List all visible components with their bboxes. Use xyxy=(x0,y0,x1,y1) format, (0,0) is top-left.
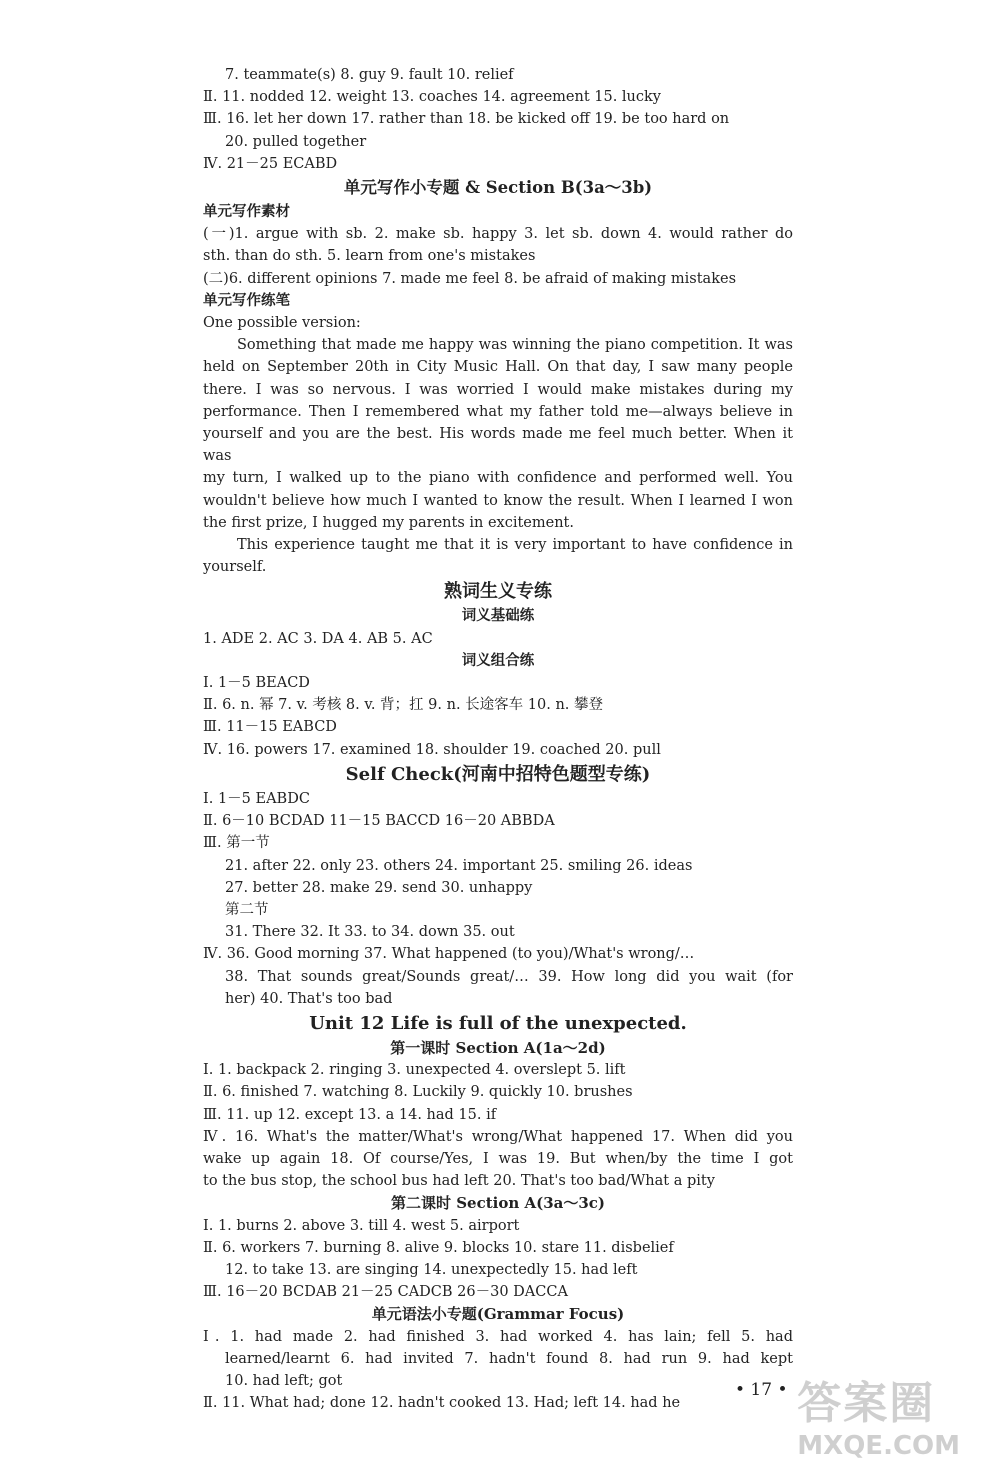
answer-line: held on September 20th in City Music Hall. On that day, I saw many people xyxy=(203,359,793,376)
answer-line: learned/learnt 6. had invited 7. hadn't found 8. had run 9. had kept xyxy=(225,1350,793,1367)
section-heading: Unit 12 Life is full of the unexpected. xyxy=(309,1012,687,1034)
answer-line: performance. Then I remembered what my father told me—always believe in xyxy=(203,403,793,420)
answer-line: yourself. xyxy=(203,559,267,576)
answer-line: Ⅰ. 1－5 BEACD xyxy=(203,675,310,692)
answer-line: Ⅰ. 1. backpack 2. ringing 3. unexpected 4. overslept 5. lift xyxy=(203,1062,626,1079)
answer-line: 12. to take 13. are singing 14. unexpectedly 15. had left xyxy=(225,1261,638,1278)
answer-line: Ⅱ. 6－10 BCDAD 11－15 BACCD 16－20 ABBDA xyxy=(203,813,555,830)
answer-line: 10. had left; got xyxy=(225,1372,343,1389)
answer-line: sth. than do sth. 5. learn from one's mistakes xyxy=(203,248,536,265)
section-heading: 词义基础练 xyxy=(461,607,535,625)
answer-line: 27. better 28. make 29. send 30. unhappy xyxy=(225,879,533,896)
section-heading: 单元语法小专题(Grammar Focus) xyxy=(371,1305,625,1324)
section-heading: 单元写作小专题 & Section B(3a～3b) xyxy=(343,178,653,198)
watermark-url: MXQE.COM xyxy=(797,1431,960,1461)
answer-line: my turn, I walked up to the piano with confidence and performed well. You xyxy=(203,470,793,487)
answer-line: Ⅲ. 第一节 xyxy=(203,835,270,852)
answer-line: Ⅲ. 11－15 EABCD xyxy=(203,719,337,736)
answer-line: Ⅱ. 6. n. 幂 7. v. 考核 8. v. 背；扛 9. n. 长途客车 10. n. 攀登 xyxy=(203,697,604,714)
answer-line: her) 40. That's too bad xyxy=(225,990,393,1007)
answer-line: wake up again 18. Of course/Yes, I was 19. But when/by the time I got xyxy=(203,1150,793,1167)
answer-line: Ⅲ. 11. up 12. except 13. a 14. had 15. if xyxy=(203,1106,497,1123)
answer-line: Something that made me happy was winning the piano competition. It was xyxy=(237,337,793,354)
answer-line: 20. pulled together xyxy=(225,133,367,150)
answer-line: Ⅳ. 16. powers 17. examined 18. shoulder 19. coached 20. pull xyxy=(203,741,661,758)
answer-line: (二)6. different opinions 7. made me feel 8. be afraid of making mistakes xyxy=(203,270,737,287)
answer-line: yourself and you are the best. His words made me feel much better. When it was xyxy=(203,426,793,465)
answer-line: to the bus stop, the school bus had left 20. That's too bad/What a pity xyxy=(203,1173,715,1190)
answer-line: Ⅲ. 16. let her down 17. rather than 18. be kicked off 19. be too hard on xyxy=(203,111,730,128)
answer-line: Ⅳ. 21－25 ECABD xyxy=(203,155,338,172)
answer-line: 31. There 32. It 33. to 34. down 35. out xyxy=(225,924,515,941)
answer-text-column xyxy=(203,64,793,1414)
answer-line: Ⅱ. 6. workers 7. burning 8. alive 9. blocks 10. stare 11. disbelief xyxy=(203,1239,674,1256)
answer-line: One possible version: xyxy=(203,315,361,332)
section-heading: 第二课时 Section A(3a～3c) xyxy=(390,1194,606,1213)
answer-line: wouldn't believe how much I wanted to know the result. When I learned I won xyxy=(203,492,793,509)
answer-line: Ⅱ. 6. finished 7. watching 8. Luckily 9. quickly 10. brushes xyxy=(203,1084,633,1101)
answer-line: Ⅰ. 1. burns 2. above 3. till 4. west 5. airport xyxy=(203,1217,520,1234)
section-heading: 第一课时 Section A(1a～2d) xyxy=(390,1038,606,1057)
answer-line: 第二节 xyxy=(225,901,269,918)
answer-line: Ⅰ. 1－5 EABDC xyxy=(203,790,310,807)
page-number: • 17 • xyxy=(735,1380,788,1400)
answer-line: 21. after 22. only 23. others 24. important 25. smiling 26. ideas xyxy=(225,857,693,874)
answer-line: the first prize, I hugged my parents in excitement. xyxy=(203,514,574,531)
answer-line: Ⅳ. 36. Good morning 37. What happened (to you)/What's wrong/… xyxy=(203,946,695,963)
answer-line: 单元写作素材 xyxy=(203,203,290,221)
answer-line: Ⅳ. 16. What's the matter/What's wrong/What happened 17. When did you xyxy=(203,1128,793,1145)
answer-line: 38. That sounds great/Sounds great/… 39. How long did you wait (for xyxy=(225,968,793,985)
watermark-logo: 答案圈 xyxy=(797,1378,936,1429)
watermark xyxy=(797,1367,960,1461)
answer-line: 单元写作练笔 xyxy=(203,291,290,309)
answer-line: Ⅲ. 16－20 BCDAB 21－25 CADCB 26－30 DACCA xyxy=(203,1284,568,1301)
answer-line: 7. teammate(s) 8. guy 9. fault 10. relief xyxy=(225,67,514,83)
answer-line: Ⅱ. 11. What had; done 12. hadn't cooked 13. Had; left 14. had he xyxy=(203,1395,681,1412)
section-heading: 词义组合练 xyxy=(461,651,535,669)
answer-line: Ⅰ. 1. had made 2. had finished 3. had worked 4. has lain; fell 5. had xyxy=(203,1328,793,1345)
answer-line: (一)1. argue with sb. 2. make sb. happy 3. let sb. down 4. would rather do xyxy=(203,226,793,243)
answer-line: Ⅱ. 11. nodded 12. weight 13. coaches 14. agreement 15. lucky xyxy=(203,89,661,106)
answer-line: 1. ADE 2. AC 3. DA 4. AB 5. AC xyxy=(203,630,433,647)
section-heading: Self Check(河南中招特色题型专练) xyxy=(345,763,651,785)
answer-line: there. I was so nervous. I was worried I would make mistakes during my xyxy=(203,381,793,398)
section-heading: 熟词生义专练 xyxy=(444,581,552,603)
answer-line: This experience taught me that it is very important to have confidence in xyxy=(237,537,793,554)
